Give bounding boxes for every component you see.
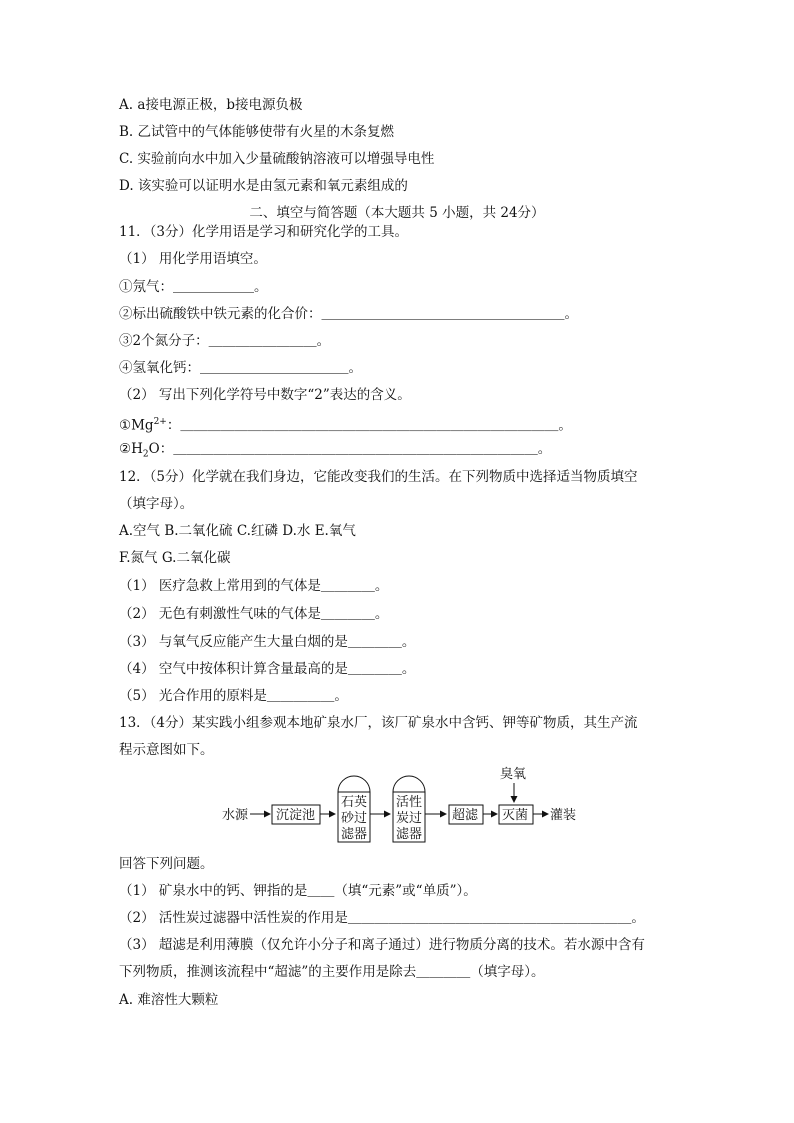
option-c: C. 实验前向水中加入少量硫酸钠溶液可以增强导电性 — [119, 151, 435, 167]
q11-symbol1: $①Mg^{2+}$：＿＿＿＿＿＿＿＿＿＿＿＿＿＿＿＿＿＿＿＿＿＿＿＿＿＿＿＿。 — [119, 417, 572, 434]
q12-answer3: （3） 与氧气反应能产生大量白烟的是＿＿＿＿。 — [119, 634, 416, 650]
q13-prompt: 回答下列问题。 — [119, 856, 214, 872]
flow-step4: 超滤 — [452, 808, 479, 823]
flow-diagram — [220, 762, 580, 852]
flow-step1: 沉淀池 — [276, 808, 316, 823]
flow-ozone: 臭氧 — [500, 767, 527, 782]
q13-stem-line2: 程示意图如下。 — [119, 742, 214, 758]
q11-item4: ④氢氧化钙：＿＿＿＿＿＿＿＿＿＿＿。 — [119, 360, 362, 376]
option-b: B. 乙试管中的气体能够使带有火星的木条复燃 — [119, 124, 395, 140]
q11-item2: ②标出硫酸铁中铁元素的化合价：＿＿＿＿＿＿＿＿＿＿＿＿＿＿＿＿＿＿。 — [119, 306, 578, 322]
q12-answer2: （2） 无色有刺激性气味的气体是＿＿＿＿。 — [119, 606, 389, 622]
flow-step3-l1: 活性 — [396, 795, 423, 810]
q11-item3: ③2个氮分子：＿＿＿＿＿＿＿＿。 — [119, 333, 331, 349]
q12-choices-line2: F.氮气 G.二氧化碳 — [119, 550, 231, 566]
flow-step3-l2: 炭过 — [396, 811, 423, 826]
option-a: A. a接电源正极，b接电源负极 — [119, 97, 303, 113]
option-d: D. 该实验可以证明水是由氢元素和氧元素组成的 — [119, 178, 408, 194]
q13-stem-line1: 13．（4分）某实践小组参观本地矿泉水厂，该厂矿泉水中含钙、钾等矿物质，其生产流 — [119, 715, 638, 731]
q13-answer2: （2） 活性炭过滤器中活性炭的作用是＿＿＿＿＿＿＿＿＿＿＿＿＿＿＿＿＿＿＿＿＿。 — [119, 910, 645, 926]
q12-stem-line1: 12．（5分）化学就在我们身边，它能改变我们的生活。在下列物质中选择适当物质填空 — [119, 469, 638, 485]
q11-part2: （2） 写出下列化学符号中数字“2”表达的含义。 — [119, 387, 411, 403]
q11-symbol2: $②H_2O$：＿＿＿＿＿＿＿＿＿＿＿＿＿＿＿＿＿＿＿＿＿＿＿＿＿＿＿。 — [119, 441, 552, 460]
q13-answer1: （1） 矿泉水中的钙、钾指的是＿＿（填“元素”或“单质”）。 — [119, 883, 477, 899]
q11-stem: 11．（3分）化学用语是学习和研究化学的工具。 — [119, 224, 409, 240]
q12-answer4: （4） 空气中按体积计算含量最高的是＿＿＿＿。 — [119, 661, 416, 677]
flow-step2-l2: 砂过 — [341, 811, 368, 826]
q12-answer5: （5） 光合作用的原料是＿＿＿＿＿。 — [119, 688, 348, 704]
q13-option-a: A. 难溶性大颗粒 — [119, 992, 219, 1008]
flow-end: 灌装 — [550, 808, 577, 823]
section-title: 二、填空与简答题（本大题共 5 小题，共 24分） — [249, 205, 545, 221]
q12-answer1: （1） 医疗急救上常用到的气体是＿＿＿＿。 — [119, 578, 389, 594]
q11-part1: （1） 用化学用语填空。 — [119, 251, 267, 267]
q13-answer3-line2: 下列物质，推测该流程中“超滤”的主要作用是除去＿＿＿＿（填字母）。 — [119, 964, 545, 980]
flow-step3-l3: 滤器 — [396, 827, 423, 842]
flow-step2-l3: 滤器 — [341, 827, 368, 842]
q13-answer3-line1: （3） 超滤是利用薄膜（仅允许小分子和离子通过）进行物质分离的技术。若水源中含有 — [119, 937, 645, 953]
flow-step2-l1: 石英 — [341, 795, 368, 810]
q12-stem-line2: （填字母）。 — [119, 496, 194, 512]
flow-step5: 灭菌 — [502, 808, 529, 823]
q12-choices-line1: A.空气 B.二氧化硫 C.红磷 D.水 E.氧气 — [119, 523, 356, 539]
flow-source: 水源 — [222, 808, 249, 823]
q11-item1: ①氖气：＿＿＿＿＿＿。 — [119, 279, 268, 295]
